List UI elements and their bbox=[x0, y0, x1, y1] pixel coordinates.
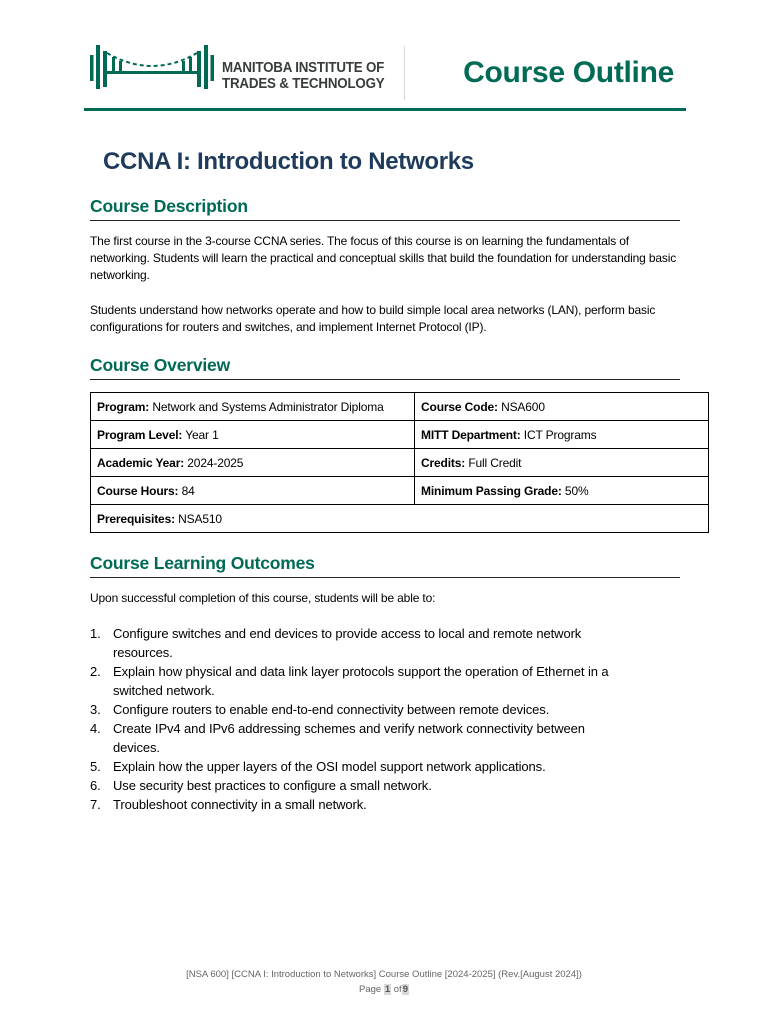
table-cell bbox=[91, 477, 415, 505]
page-prefix: Page bbox=[359, 984, 382, 995]
cell-label: Program: bbox=[97, 399, 150, 414]
list-item bbox=[90, 757, 630, 776]
outcomes-list bbox=[90, 624, 630, 814]
list-text: Configure routers to enable end-to-end connectivity between remote devices. bbox=[113, 702, 550, 717]
cell-value: Year 1 bbox=[185, 427, 219, 442]
cell-label: Academic Year: bbox=[97, 455, 185, 470]
table-cell bbox=[415, 477, 709, 505]
org-name-line1: MANITOBA INSTITUTE OF bbox=[222, 60, 385, 76]
cell-value: NSA510 bbox=[178, 511, 222, 526]
cell-value: NSA600 bbox=[501, 399, 545, 414]
list-text: Create IPv4 and IPv6 addressing schemes and verify network connectivity between devices. bbox=[113, 721, 585, 755]
cell-label: Program Level: bbox=[97, 427, 183, 442]
table-cell bbox=[91, 449, 415, 477]
mitt-bridge-logo-icon bbox=[90, 43, 214, 91]
section-rule bbox=[90, 220, 680, 221]
table-row bbox=[91, 393, 709, 421]
list-number: 4. bbox=[90, 721, 101, 736]
list-item bbox=[90, 700, 630, 719]
table-row bbox=[91, 421, 709, 449]
table-cell bbox=[91, 505, 709, 533]
org-name-line2: TRADES & TECHNOLOGY bbox=[222, 76, 385, 92]
list-number: 3. bbox=[90, 702, 101, 717]
list-text: Explain how physical and data link layer protocols support the operation of Ethernet in a switched network. bbox=[113, 664, 609, 698]
cell-value: ICT Programs bbox=[523, 427, 597, 442]
document-title: Course Outline bbox=[463, 56, 674, 89]
description-paragraph-2: Students understand how networks operate and how to build simple local area networks (LAN), perform basic configurations for routers and switches, and implement Internet Protocol (IP). bbox=[90, 303, 656, 334]
page-of: of bbox=[393, 984, 402, 995]
table-row bbox=[91, 449, 709, 477]
list-number: 1. bbox=[90, 626, 101, 641]
table-row bbox=[91, 477, 709, 505]
footer-document-info: [NSA 600] [CCNA I: Introduction to Networks] Course Outline [2024-2025] (Rev.[August 2024]) bbox=[186, 969, 582, 980]
table-cell bbox=[415, 449, 709, 477]
cell-label: Course Code: bbox=[421, 399, 498, 414]
description-paragraph-1: The first course in the 3-course CCNA series. The focus of this course is on learning the fundamentals of networking. Students will learn the practical and conceptual skills that build the foundation for understanding basic networking. bbox=[90, 234, 677, 282]
cell-label: Credits: bbox=[421, 455, 466, 470]
list-text: Use security best practices to configure a small network. bbox=[113, 778, 432, 793]
section-rule bbox=[90, 577, 680, 578]
page-footer bbox=[0, 967, 768, 997]
course-overview-table bbox=[90, 392, 709, 533]
cell-value: Network and Systems Administrator Diploma bbox=[152, 399, 384, 414]
list-number: 7. bbox=[90, 797, 101, 812]
list-number: 6. bbox=[90, 778, 101, 793]
list-text: Configure switches and end devices to provide access to local and remote network resources. bbox=[113, 626, 582, 660]
list-item bbox=[90, 795, 630, 814]
cell-label: MITT Department: bbox=[421, 427, 521, 442]
cell-label: Prerequisites: bbox=[97, 511, 175, 526]
section-rule bbox=[90, 379, 680, 380]
course-title: CCNA I: Introduction to Networks bbox=[103, 148, 474, 175]
list-text: Troubleshoot connectivity in a small network. bbox=[113, 797, 367, 812]
logo-divider bbox=[404, 46, 405, 100]
list-item bbox=[90, 776, 630, 795]
header-rule bbox=[84, 108, 686, 111]
cell-value: 2024-2025 bbox=[187, 455, 244, 470]
org-name bbox=[222, 60, 385, 92]
list-item bbox=[90, 624, 630, 662]
list-number: 5. bbox=[90, 759, 101, 774]
table-cell bbox=[415, 393, 709, 421]
cell-value: Full Credit bbox=[468, 455, 522, 470]
table-cell bbox=[415, 421, 709, 449]
list-item bbox=[90, 662, 630, 700]
list-text: Explain how the upper layers of the OSI model support network applications. bbox=[113, 759, 546, 774]
outcomes-intro: Upon successful completion of this course, students will be able to: bbox=[90, 591, 436, 605]
page-header bbox=[84, 38, 684, 110]
table-cell bbox=[91, 393, 415, 421]
cell-label: Minimum Passing Grade: bbox=[421, 483, 562, 498]
cell-value: 84 bbox=[181, 483, 195, 498]
table-row bbox=[91, 505, 709, 533]
learning-outcomes-heading: Course Learning Outcomes bbox=[90, 553, 315, 573]
course-overview-heading: Course Overview bbox=[90, 355, 230, 375]
list-item bbox=[90, 719, 630, 757]
cell-label: Course Hours: bbox=[97, 483, 179, 498]
cell-value: 50% bbox=[564, 483, 589, 498]
table-cell bbox=[91, 421, 415, 449]
page-number bbox=[0, 982, 768, 997]
course-description-heading: Course Description bbox=[90, 196, 248, 216]
list-number: 2. bbox=[90, 664, 101, 679]
page-current: 1 bbox=[384, 984, 391, 995]
page-total: 9 bbox=[402, 984, 408, 995]
